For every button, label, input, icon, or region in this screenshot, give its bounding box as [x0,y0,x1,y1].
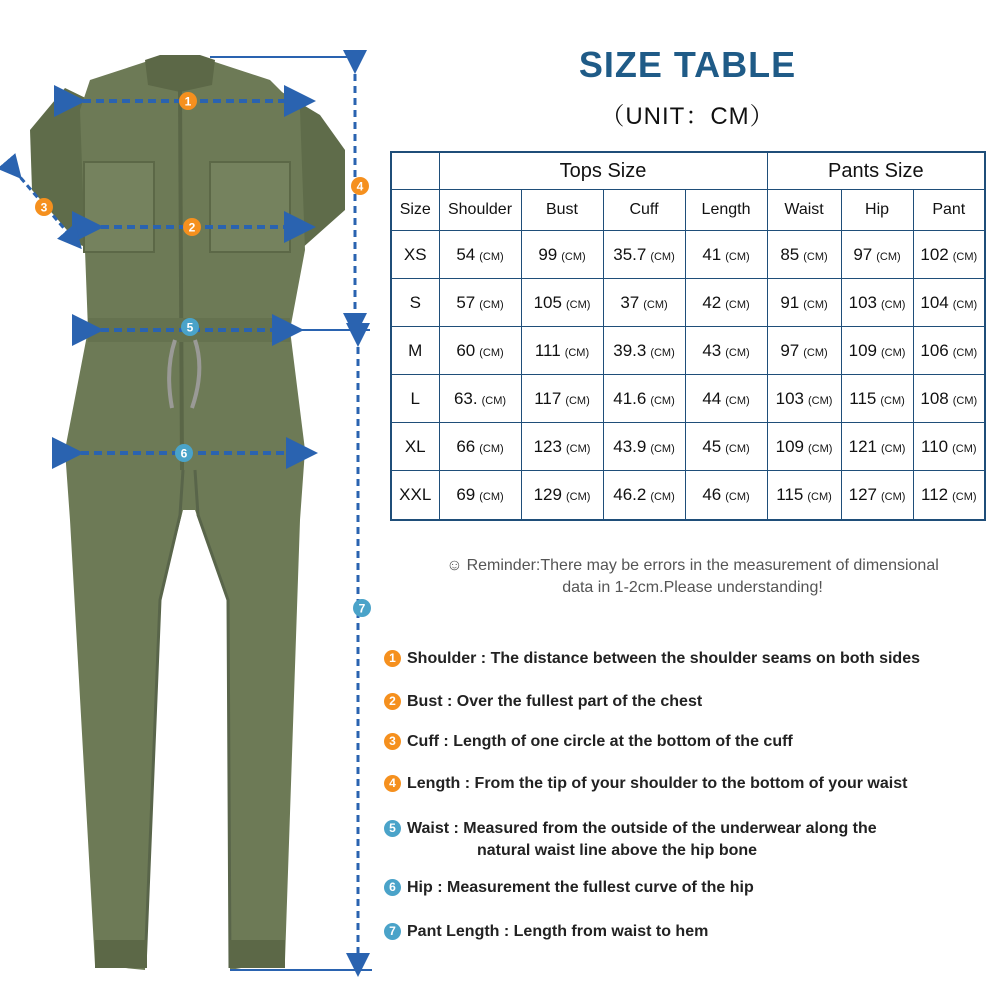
legend-desc: The distance between the shoulder seams on both sides [490,650,920,667]
measurement-value: 46.2 [613,485,647,505]
badge-6: 6 [384,879,401,896]
value-cell [521,231,603,279]
jumpsuit-measurement-figure [0,0,380,1000]
value-cell [521,375,603,423]
legend-name: Bust [407,693,443,710]
size-cell: M [391,327,439,375]
unit-suffix: (CM) [565,442,591,455]
table-row [391,423,985,471]
value-cell [603,423,685,471]
size-cell: S [391,279,439,327]
unit-suffix: (CM) [725,394,750,407]
value-cell [603,279,685,327]
reminder-line-1: Reminder:There may be errors in the measurement of dimensional [466,557,939,574]
legend-name: Cuff [407,733,439,750]
measurement-value: 46 [702,485,722,505]
col-hip: Hip [841,190,913,231]
table-row [391,327,985,375]
legend-desc: Measurement the fullest curve of the hip [447,879,754,896]
col-size: Size [391,190,439,231]
unit-suffix: (CM) [650,491,675,504]
measurement-value: 103 [848,292,877,312]
legend-desc: Length from waist to hem [513,923,709,940]
measurement-value: 109 [775,436,804,456]
badge-4: 4 [384,775,401,792]
unit-suffix: (CM) [952,346,978,359]
unit-suffix: (CM) [952,491,977,504]
legend-name: Length [407,775,461,792]
value-cell [685,423,767,471]
value-cell [685,231,767,279]
unit-suffix: (CM) [803,250,828,263]
value-cell [521,327,603,375]
reminder-note [400,555,985,599]
value-cell [685,279,767,327]
size-cell: XL [391,423,439,471]
table-row [391,375,985,423]
unit-suffix: (CM) [565,298,591,311]
unit-suffix: (CM) [881,346,906,359]
svg-text:4: 4 [356,179,364,194]
table-row [391,279,985,327]
tops-size-header: Tops Size [439,152,767,190]
table-row [391,231,985,279]
legend-item-hip: 6 Hip : Measurement the fullest curve of the hip [384,877,994,899]
value-cell [439,375,521,423]
measurement-value: 104 [920,292,949,312]
marker-5 [181,318,199,336]
col-cuff: Cuff [603,190,685,231]
badge-5: 5 [384,820,401,837]
unit-suffix: (CM) [952,394,978,407]
unit-suffix: (CM) [564,346,590,359]
value-cell [521,279,603,327]
measurement-value: 41.6 [613,388,647,408]
unit-suffix: (CM) [650,394,675,407]
measurement-value: 57 [456,292,476,312]
unit-suffix: (CM) [650,346,675,359]
svg-text:5: 5 [186,320,194,335]
value-cell [603,375,685,423]
legend-desc: From the tip of your shoulder to the bottom of your waist [474,775,908,792]
value-cell [913,231,985,279]
unit-suffix: (CM) [643,298,668,311]
value-cell [913,423,985,471]
value-cell [841,471,913,520]
measurement-value: 91 [780,292,800,312]
svg-text:7: 7 [358,601,366,616]
value-cell [685,471,767,520]
value-cell [439,327,521,375]
unit-suffix: (CM) [803,298,828,311]
svg-text:1: 1 [184,94,192,109]
measurement-value: 121 [848,436,877,456]
value-cell [913,375,985,423]
measurement-value: 108 [920,388,949,408]
value-cell [767,423,841,471]
unit-suffix: (CM) [650,442,675,455]
unit-suffix: (CM) [807,491,832,504]
size-cell: L [391,375,439,423]
unit-suffix: (CM) [479,346,504,359]
measurement-value: 60 [456,340,476,360]
unit-suffix: (CM) [481,394,507,407]
marker-4 [351,177,369,195]
measurement-value: 127 [848,485,877,505]
measurement-value: 110 [921,436,949,456]
measurement-value: 63. [453,388,478,408]
legend-name: Shoulder [407,650,477,667]
unit-suffix: (CM) [725,442,750,455]
value-cell [521,471,603,520]
measurement-value: 111 [534,340,561,360]
pants-size-header: Pants Size [767,152,985,190]
value-cell [685,375,767,423]
svg-text:3: 3 [40,200,48,215]
measurement-value: 54 [456,244,476,264]
legend-name: Waist [407,820,450,837]
unit-suffix: (CM) [808,394,833,407]
measurement-value: 102 [920,244,949,264]
unit-suffix: (CM) [803,346,828,359]
size-cell: XS [391,231,439,279]
legend-item-waist: 5 Waist : Measured from the outside of the underwear along the natural waist line above the hip bone [384,818,994,862]
value-cell [767,279,841,327]
col-length: Length [685,190,767,231]
measurement-value: 44 [702,388,722,408]
value-cell [603,231,685,279]
legend-desc: Length of one circle at the bottom of the cuff [453,733,793,750]
marker-6 [175,444,193,462]
unit-suffix: (CM) [876,250,901,263]
measurement-value: 97 [780,340,800,360]
unit-suffix: (CM) [650,250,675,263]
unit-suffix: (CM) [725,250,750,263]
col-waist: Waist [767,190,841,231]
measurement-value: 117 [534,388,562,408]
value-cell [439,231,521,279]
measurement-value: 109 [848,340,877,360]
value-cell [685,327,767,375]
unit-suffix: (CM) [479,442,504,455]
value-cell [841,231,913,279]
marker-7 [353,599,371,617]
measurement-value: 103 [775,388,804,408]
unit-suffix: (CM) [561,250,586,263]
unit-suffix: (CM) [881,491,906,504]
unit-suffix: (CM) [565,394,590,407]
measurement-value: 106 [920,340,949,360]
legend-desc: Measured from the outside of the underwear along the [463,820,877,837]
unit-suffix: (CM) [808,442,833,455]
value-cell [913,327,985,375]
value-cell [767,375,841,423]
size-table-body [391,231,985,521]
page-title: SIZE TABLE [578,44,797,85]
group-header-row [391,152,985,190]
legend-item-shoulder: 1 Shoulder : The distance between the shoulder seams on both sides [384,648,994,670]
measurement-value: 99 [538,244,558,264]
measurement-value: 43 [702,340,722,360]
value-cell [913,471,985,520]
unit-suffix: (CM) [725,298,750,311]
measurement-value: 69 [456,485,476,505]
unit-suffix: (CM) [479,298,504,311]
unit-suffix: (CM) [952,298,978,311]
col-bust: Bust [521,190,603,231]
unit-suffix: (CM) [952,442,977,455]
legend-desc: Over the fullest part of the chest [456,693,703,710]
unit-suffix: (CM) [725,346,750,359]
svg-text:6: 6 [180,446,188,461]
table-row [391,471,985,520]
value-cell [841,423,913,471]
unit-label: （UNIT：CM） [600,103,775,130]
svg-text:2: 2 [188,220,196,235]
value-cell [767,231,841,279]
size-table [390,151,986,521]
measurement-value: 129 [533,485,562,505]
smile-icon: ☺ [446,557,463,574]
unit-suffix: (CM) [881,442,906,455]
measurement-value: 97 [853,244,873,264]
unit-suffix: (CM) [479,250,504,263]
reminder-line-2: data in 1-2cm.Please understanding! [562,579,823,596]
unit-suffix: (CM) [479,491,504,504]
marker-3 [35,198,53,216]
value-cell [521,423,603,471]
value-cell [603,327,685,375]
unit-suffix: (CM) [881,298,906,311]
value-cell [767,471,841,520]
legend-item-cuff: 3 Cuff : Length of one circle at the bottom of the cuff [384,731,994,753]
measurement-value: 115 [849,388,877,408]
marker-1 [179,92,197,110]
measurement-value: 105 [533,292,562,312]
value-cell [913,279,985,327]
unit-suffix: (CM) [880,394,905,407]
measurement-value: 45 [702,436,722,456]
legend-name: Pant Length [407,923,500,940]
badge-7: 7 [384,923,401,940]
measurement-value: 39.3 [613,340,647,360]
measurement-value: 66 [456,436,476,456]
measurement-value: 35.7 [613,244,647,264]
measurement-value: 42 [702,292,722,312]
col-shoulder: Shoulder [439,190,521,231]
value-cell [603,471,685,520]
measurement-value: 115 [776,485,804,505]
badge-3: 3 [384,733,401,750]
legend-desc-cont: natural waist line above the hip bone [477,842,758,859]
unit-suffix: (CM) [565,491,591,504]
measurement-value: 85 [780,244,800,264]
measurement-value: 37 [620,292,640,312]
unit-suffix: (CM) [952,250,978,263]
measurement-value: 112 [921,485,949,505]
jumpsuit-image [30,55,345,970]
value-cell [841,375,913,423]
value-cell [767,327,841,375]
legend-item-length: 4 Length : From the tip of your shoulder to the bottom of your waist [384,773,994,795]
size-cell: XXL [391,471,439,520]
column-header-row [391,190,985,231]
col-pant: Pant [913,190,985,231]
value-cell [439,423,521,471]
measurement-value: 123 [533,436,562,456]
measurement-value: 43.9 [613,436,647,456]
legend-item-pant-length: 7 Pant Length : Length from waist to hem [384,921,994,943]
legend-item-bust: 2 Bust : Over the fullest part of the chest [384,691,994,713]
value-cell [439,279,521,327]
unit-suffix: (CM) [725,491,750,504]
measurement-value: 41 [702,244,722,264]
badge-1: 1 [384,650,401,667]
value-cell [841,327,913,375]
marker-2 [183,218,201,236]
value-cell [439,471,521,520]
legend-name: Hip [407,879,433,896]
corner-cell [391,152,439,190]
badge-2: 2 [384,693,401,710]
value-cell [841,279,913,327]
